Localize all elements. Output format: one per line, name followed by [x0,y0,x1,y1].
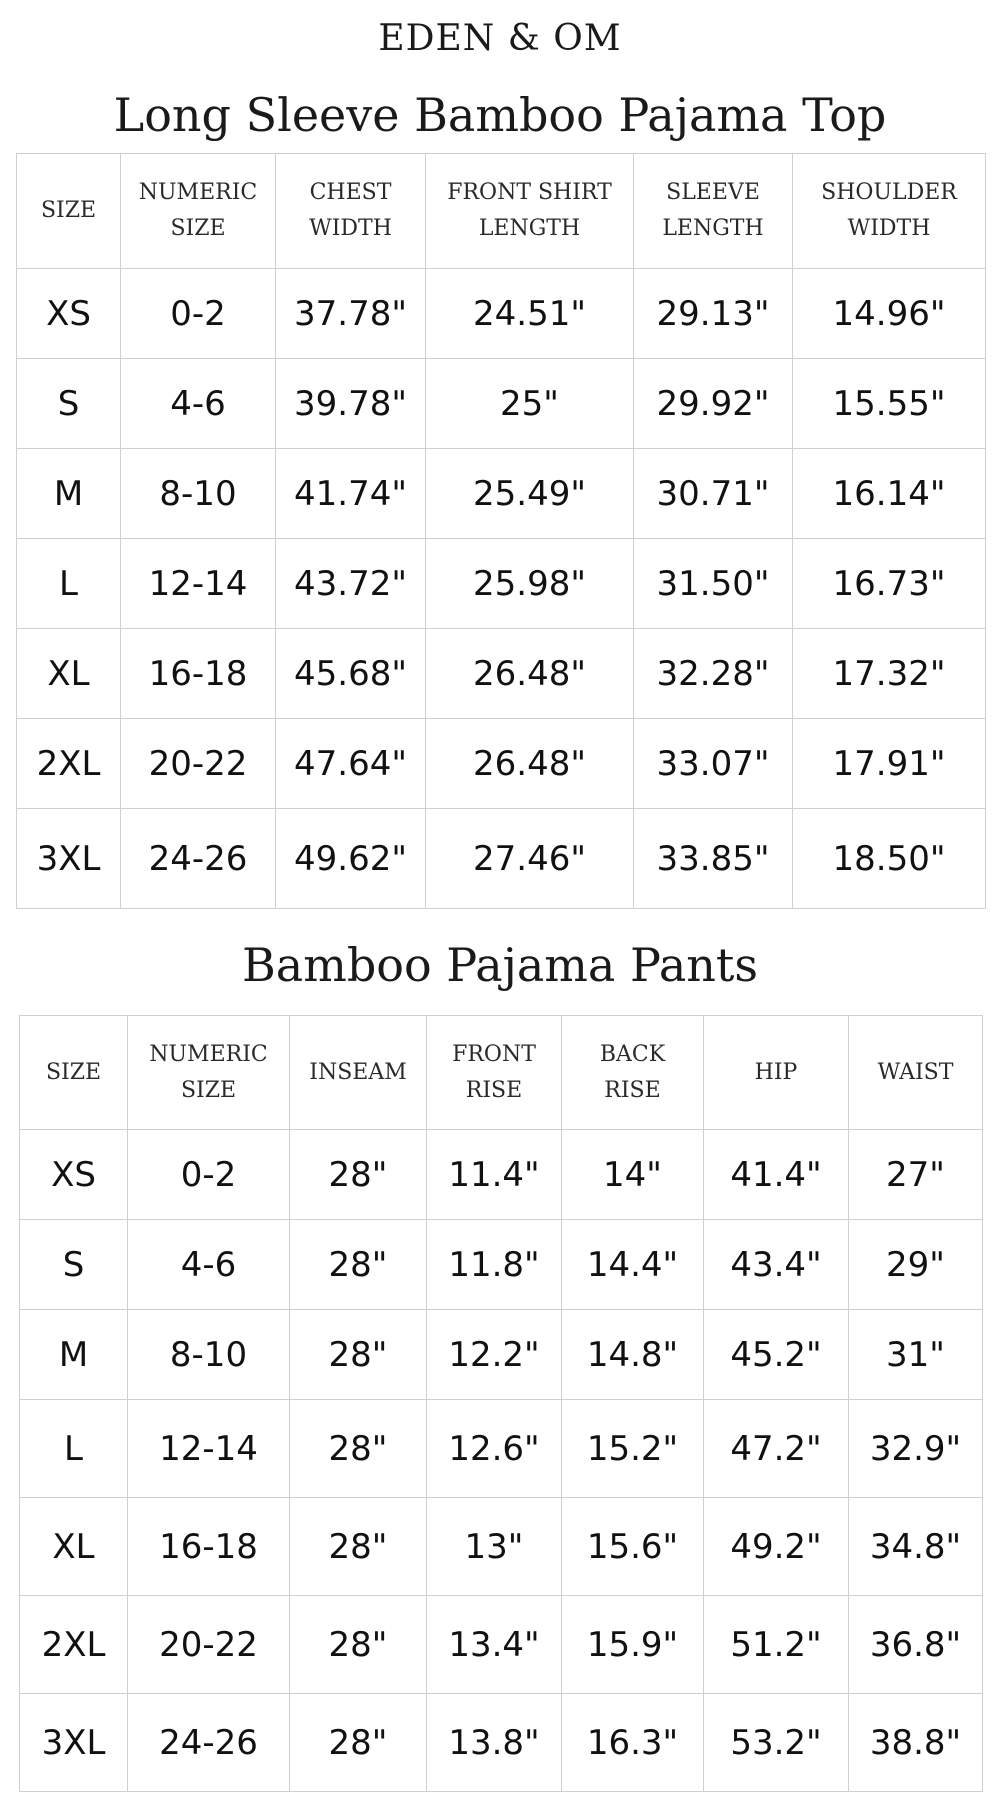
table-cell: 45.68" [276,629,426,719]
table-cell: 12.2" [427,1310,562,1400]
size-cell: 2XL [17,719,121,809]
table-cell: 11.4" [427,1130,562,1220]
table-cell: 30.71" [634,449,793,539]
table-row [17,359,986,449]
pants-table-body [20,1016,983,1792]
table-cell: 28" [290,1310,427,1400]
column-header: HIP [704,1016,849,1130]
column-header: CHEST WIDTH [276,154,426,269]
table-cell: 25.98" [426,539,634,629]
table-cell: 0-2 [128,1130,290,1220]
table-cell: 43.4" [704,1220,849,1310]
table-cell: 17.32" [793,629,986,719]
table-cell: 43.72" [276,539,426,629]
table-cell: 28" [290,1596,427,1694]
table-cell: 12-14 [128,1400,290,1498]
table-cell: 29.13" [634,269,793,359]
pants-table-title: Bamboo Pajama Pants [242,938,758,992]
table-cell: 24-26 [121,809,276,909]
size-cell: L [20,1400,128,1498]
table-cell: 29.92" [634,359,793,449]
size-cell: M [17,449,121,539]
table-cell: 34.8" [849,1498,983,1596]
table-cell: 41.74" [276,449,426,539]
table-row [17,269,986,359]
table-cell: 16-18 [128,1498,290,1596]
table-row [17,449,986,539]
table-cell: 31.50" [634,539,793,629]
table-cell: 28" [290,1498,427,1596]
table-cell: 4-6 [128,1220,290,1310]
table-cell: 53.2" [704,1694,849,1792]
table-cell: 28" [290,1400,427,1498]
table-cell: 24-26 [128,1694,290,1792]
size-cell: M [20,1310,128,1400]
column-header: SHOULDER WIDTH [793,154,986,269]
table-cell: 49.62" [276,809,426,909]
table-cell: 47.64" [276,719,426,809]
table-cell: 32.28" [634,629,793,719]
table-cell: 27.46" [426,809,634,909]
size-cell: XL [20,1498,128,1596]
table-cell: 33.85" [634,809,793,909]
column-header: INSEAM [290,1016,427,1130]
table-cell: 17.91" [793,719,986,809]
table-cell: 27" [849,1130,983,1220]
top-size-table [16,153,986,909]
pants-size-table [19,1015,983,1792]
table-cell: 39.78" [276,359,426,449]
size-cell: 3XL [20,1694,128,1792]
table-cell: 32.9" [849,1400,983,1498]
header-row [20,1016,983,1130]
table-cell: 18.50" [793,809,986,909]
header-row [17,154,986,269]
column-header: WAIST [849,1016,983,1130]
column-header: SIZE [20,1016,128,1130]
table-cell: 15.9" [562,1596,704,1694]
table-cell: 20-22 [128,1596,290,1694]
table-cell: 36.8" [849,1596,983,1694]
column-header: FRONT RISE [427,1016,562,1130]
column-header: SLEEVE LENGTH [634,154,793,269]
table-row [20,1400,983,1498]
table-row [20,1498,983,1596]
size-cell: XS [17,269,121,359]
table-cell: 4-6 [121,359,276,449]
table-cell: 51.2" [704,1596,849,1694]
table-cell: 15.55" [793,359,986,449]
table-cell: 41.4" [704,1130,849,1220]
size-cell: XL [17,629,121,719]
top-table-body [17,154,986,909]
table-cell: 16.3" [562,1694,704,1792]
column-header: BACK RISE [562,1016,704,1130]
table-row [20,1310,983,1400]
table-cell: 14.96" [793,269,986,359]
table-cell: 13.8" [427,1694,562,1792]
table-cell: 14" [562,1130,704,1220]
table-cell: 15.2" [562,1400,704,1498]
table-cell: 37.78" [276,269,426,359]
top-table-title: Long Sleeve Bamboo Pajama Top [113,88,887,142]
column-header: SIZE [17,154,121,269]
table-cell: 8-10 [121,449,276,539]
size-cell: L [17,539,121,629]
table-cell: 28" [290,1694,427,1792]
size-cell: 2XL [20,1596,128,1694]
table-cell: 14.4" [562,1220,704,1310]
table-cell: 16-18 [121,629,276,719]
table-cell: 16.73" [793,539,986,629]
size-cell: S [20,1220,128,1310]
column-header: NUMERIC SIZE [121,154,276,269]
table-cell: 12-14 [121,539,276,629]
size-cell: XS [20,1130,128,1220]
table-cell: 14.8" [562,1310,704,1400]
column-header: FRONT SHIRT LENGTH [426,154,634,269]
table-row [17,809,986,909]
table-cell: 25" [426,359,634,449]
size-cell: 3XL [17,809,121,909]
table-cell: 13.4" [427,1596,562,1694]
table-cell: 11.8" [427,1220,562,1310]
size-cell: S [17,359,121,449]
table-row [17,539,986,629]
table-cell: 12.6" [427,1400,562,1498]
table-cell: 24.51" [426,269,634,359]
table-row [20,1220,983,1310]
table-cell: 33.07" [634,719,793,809]
table-row [20,1130,983,1220]
table-cell: 26.48" [426,629,634,719]
column-header: NUMERIC SIZE [128,1016,290,1130]
table-row [20,1596,983,1694]
table-cell: 29" [849,1220,983,1310]
table-cell: 26.48" [426,719,634,809]
table-cell: 20-22 [121,719,276,809]
table-cell: 13" [427,1498,562,1596]
table-cell: 45.2" [704,1310,849,1400]
table-cell: 49.2" [704,1498,849,1596]
table-cell: 8-10 [128,1310,290,1400]
brand-logo: EDEN & OM [378,18,622,59]
table-row [17,719,986,809]
table-cell: 25.49" [426,449,634,539]
table-cell: 38.8" [849,1694,983,1792]
table-cell: 31" [849,1310,983,1400]
table-cell: 15.6" [562,1498,704,1596]
table-cell: 28" [290,1220,427,1310]
table-cell: 16.14" [793,449,986,539]
table-row [17,629,986,719]
table-cell: 0-2 [121,269,276,359]
table-cell: 28" [290,1130,427,1220]
table-row [20,1694,983,1792]
table-cell: 47.2" [704,1400,849,1498]
